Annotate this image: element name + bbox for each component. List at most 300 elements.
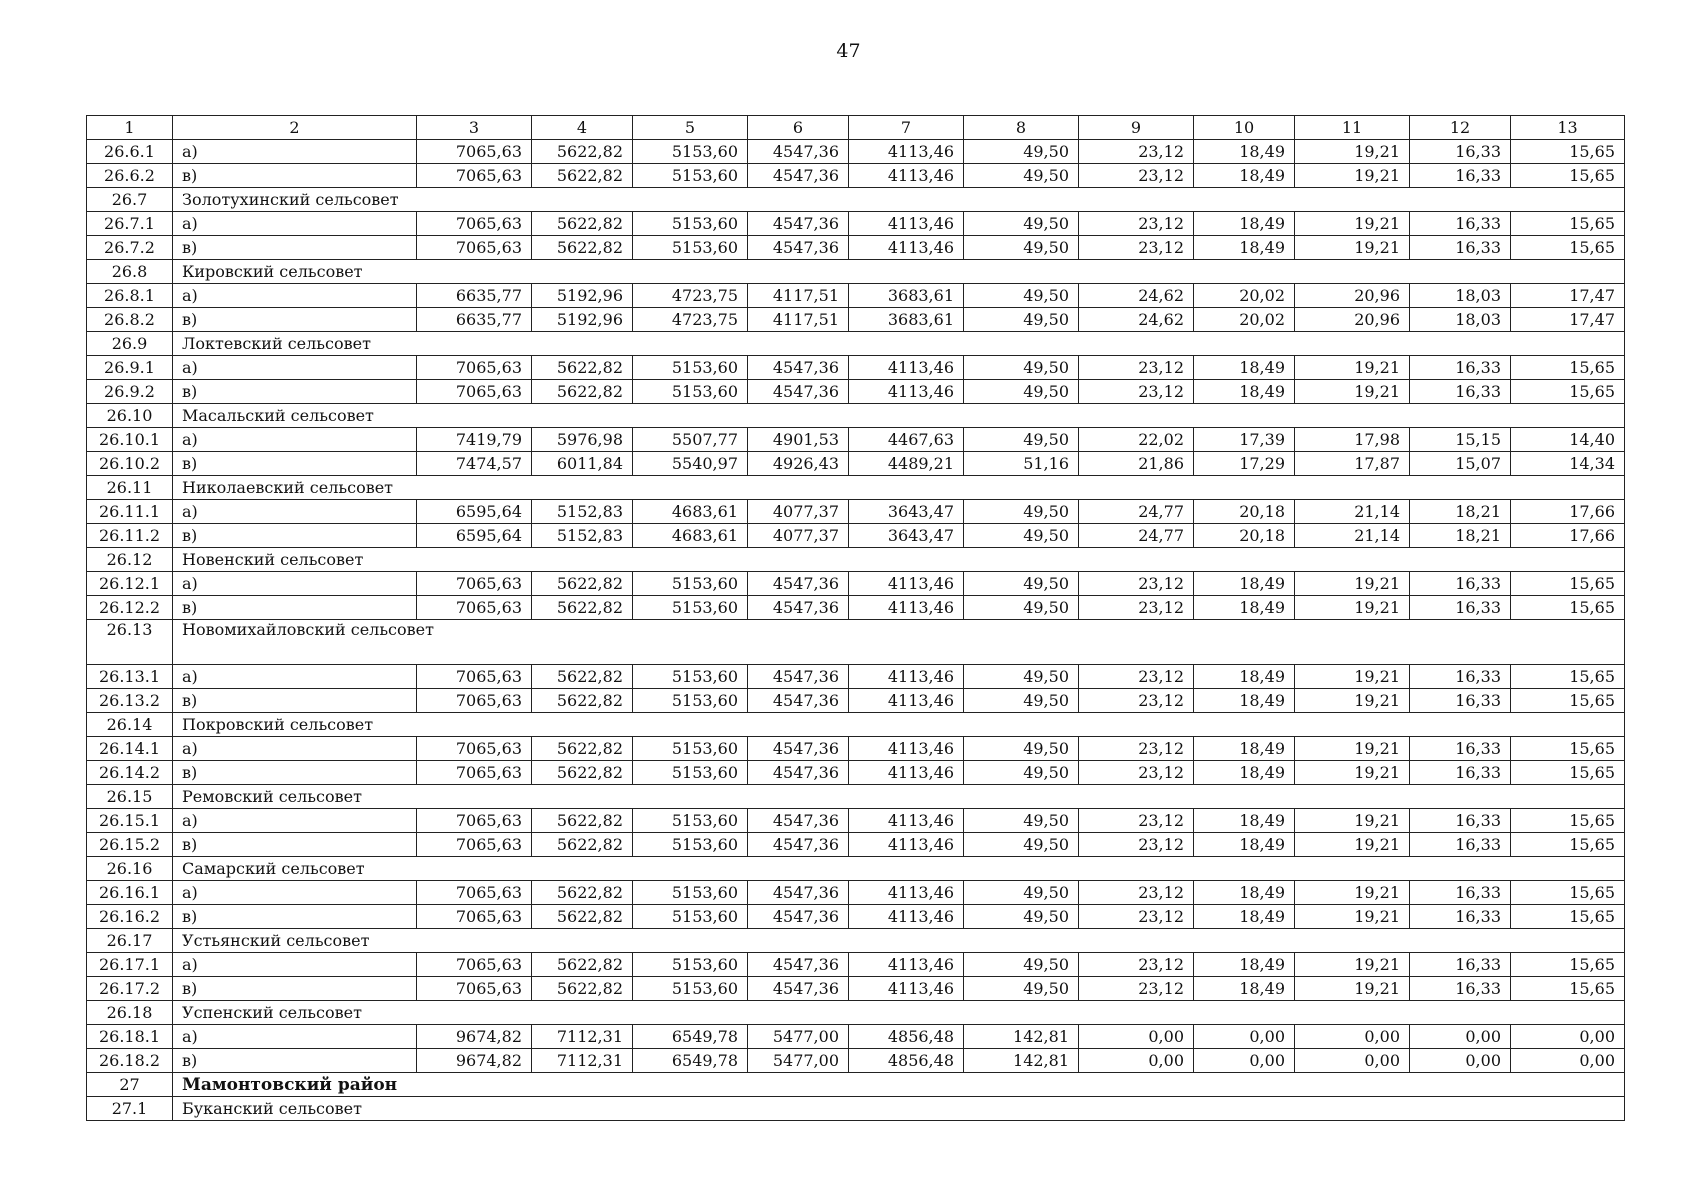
table-cell: а) (173, 737, 417, 761)
table-cell: 23,12 (1079, 236, 1194, 260)
table-cell: 16,33 (1410, 881, 1511, 905)
table-cell: 24,77 (1079, 524, 1194, 548)
table-cell: 5 (633, 116, 748, 140)
table-cell: 0,00 (1295, 1025, 1410, 1049)
table-cell: 18,03 (1410, 308, 1511, 332)
table-cell: 18,49 (1194, 881, 1295, 905)
table-cell: 6635,77 (417, 284, 532, 308)
table-cell: Кировский сельсовет (173, 260, 1625, 284)
table-cell: 6011,84 (532, 452, 633, 476)
table-cell: 4113,46 (849, 737, 964, 761)
table-cell: 18,49 (1194, 737, 1295, 761)
table-cell: 49,50 (964, 380, 1079, 404)
table-cell: 7065,63 (417, 140, 532, 164)
table-cell: 5153,60 (633, 977, 748, 1001)
table-cell: 26.7.2 (87, 236, 173, 260)
table-cell: 13 (1511, 116, 1625, 140)
table-cell: 24,62 (1079, 284, 1194, 308)
table-cell: 5192,96 (532, 308, 633, 332)
table-cell: 16,33 (1410, 572, 1511, 596)
table-cell: 26.7 (87, 188, 173, 212)
table-cell: 15,65 (1511, 212, 1625, 236)
table-cell: 4547,36 (748, 140, 849, 164)
table-cell: а) (173, 665, 417, 689)
table-cell: 23,12 (1079, 833, 1194, 857)
table-cell: 9674,82 (417, 1025, 532, 1049)
table-cell: 0,00 (1410, 1025, 1511, 1049)
table-cell: 23,12 (1079, 356, 1194, 380)
table-cell: 7065,63 (417, 905, 532, 929)
table-cell: Самарский сельсовет (173, 857, 1625, 881)
table-cell: 14,34 (1511, 452, 1625, 476)
table-cell: а) (173, 212, 417, 236)
table-cell: 5622,82 (532, 380, 633, 404)
table-cell: 26.16.2 (87, 905, 173, 929)
table-cell: в) (173, 1049, 417, 1073)
table-cell: 4113,46 (849, 881, 964, 905)
table-cell: 12 (1410, 116, 1511, 140)
table-cell: 18,49 (1194, 164, 1295, 188)
table-cell: 0,00 (1194, 1049, 1295, 1073)
table-cell: 26.18 (87, 1001, 173, 1025)
table-cell: 26.15.1 (87, 809, 173, 833)
table-row (87, 1049, 1625, 1073)
section-row (87, 1097, 1625, 1121)
table-cell: 19,21 (1295, 737, 1410, 761)
table-cell: 5153,60 (633, 356, 748, 380)
table-cell: 23,12 (1079, 665, 1194, 689)
table-cell: Локтевский сельсовет (173, 332, 1625, 356)
table-cell: 0,00 (1079, 1049, 1194, 1073)
table-cell: 21,86 (1079, 452, 1194, 476)
table-cell: 7065,63 (417, 380, 532, 404)
district-row (87, 1073, 1625, 1097)
table-cell: 4113,46 (849, 665, 964, 689)
table-cell: Успенский сельсовет (173, 1001, 1625, 1025)
section-row (87, 188, 1625, 212)
table-cell: 7065,63 (417, 737, 532, 761)
table-cell: 7065,63 (417, 809, 532, 833)
table-cell: 4113,46 (849, 953, 964, 977)
table-cell: 26.13.2 (87, 689, 173, 713)
table-row (87, 833, 1625, 857)
table-row (87, 953, 1625, 977)
table-cell: 5153,60 (633, 572, 748, 596)
table-cell: 5192,96 (532, 284, 633, 308)
table-cell: 15,65 (1511, 953, 1625, 977)
table-cell: 5152,83 (532, 524, 633, 548)
table-cell: а) (173, 572, 417, 596)
section-row (87, 476, 1625, 500)
table-cell: а) (173, 809, 417, 833)
table-cell: 18,49 (1194, 977, 1295, 1001)
table-cell: 5153,60 (633, 665, 748, 689)
table-cell: 26.9.2 (87, 380, 173, 404)
table-cell: 20,18 (1194, 500, 1295, 524)
table-cell: 18,49 (1194, 236, 1295, 260)
table-cell: 26.17 (87, 929, 173, 953)
table-cell: 5622,82 (532, 164, 633, 188)
table-cell: 4467,63 (849, 428, 964, 452)
table-cell: 26.11.1 (87, 500, 173, 524)
table-cell: 5153,60 (633, 689, 748, 713)
table-cell: 5153,60 (633, 833, 748, 857)
table-row (87, 977, 1625, 1001)
table-cell: 26.17.1 (87, 953, 173, 977)
table-cell: 26.9 (87, 332, 173, 356)
table-cell: в) (173, 761, 417, 785)
table-cell: 18,49 (1194, 689, 1295, 713)
table-cell: 15,15 (1410, 428, 1511, 452)
table-cell: 4077,37 (748, 524, 849, 548)
table-cell: 18,49 (1194, 596, 1295, 620)
table-cell: 16,33 (1410, 212, 1511, 236)
table-cell: 14,40 (1511, 428, 1625, 452)
table-cell: 6549,78 (633, 1049, 748, 1073)
table-cell: 19,21 (1295, 977, 1410, 1001)
table-cell: 4113,46 (849, 572, 964, 596)
table-cell: 10 (1194, 116, 1295, 140)
table-cell: 49,50 (964, 500, 1079, 524)
table-cell: 19,21 (1295, 596, 1410, 620)
table-cell: 20,02 (1194, 308, 1295, 332)
table-cell: 4113,46 (849, 236, 964, 260)
table-cell: 5622,82 (532, 140, 633, 164)
table-cell: 0,00 (1511, 1025, 1625, 1049)
table-cell: 18,21 (1410, 524, 1511, 548)
table-cell: 7065,63 (417, 356, 532, 380)
table-cell: 49,50 (964, 761, 1079, 785)
table-cell: Николаевский сельсовет (173, 476, 1625, 500)
table-cell: 26.12 (87, 548, 173, 572)
table-row (87, 164, 1625, 188)
table-cell: 0,00 (1194, 1025, 1295, 1049)
table-row (87, 356, 1625, 380)
table-cell: 4547,36 (748, 596, 849, 620)
section-row (87, 1001, 1625, 1025)
table-cell: в) (173, 977, 417, 1001)
table-row (87, 665, 1625, 689)
table-cell: 7065,63 (417, 665, 532, 689)
table-row (87, 140, 1625, 164)
table-cell: 4547,36 (748, 833, 849, 857)
table-cell: 4113,46 (849, 689, 964, 713)
table-cell: 21,14 (1295, 524, 1410, 548)
table-cell: 26.11.2 (87, 524, 173, 548)
table-cell: 15,65 (1511, 665, 1625, 689)
table-cell: 17,66 (1511, 524, 1625, 548)
table-cell: 26.17.2 (87, 977, 173, 1001)
table-cell: 19,21 (1295, 809, 1410, 833)
table-row (87, 500, 1625, 524)
table-cell: Мамонтовский район (173, 1073, 1625, 1097)
table-cell: 19,21 (1295, 572, 1410, 596)
table-cell: 4547,36 (748, 236, 849, 260)
table-cell: 49,50 (964, 665, 1079, 689)
table-cell: 49,50 (964, 356, 1079, 380)
table-cell: 7065,63 (417, 572, 532, 596)
table-cell: 17,66 (1511, 500, 1625, 524)
table-cell: в) (173, 164, 417, 188)
table-cell: 4547,36 (748, 356, 849, 380)
table-cell: а) (173, 140, 417, 164)
section-row (87, 713, 1625, 737)
table-cell: 23,12 (1079, 596, 1194, 620)
table-cell: 26.6.1 (87, 140, 173, 164)
page-number: 47 (836, 40, 861, 62)
table-cell: 15,65 (1511, 380, 1625, 404)
table-cell: а) (173, 881, 417, 905)
table-cell: 4547,36 (748, 737, 849, 761)
table-cell: 7065,63 (417, 881, 532, 905)
table-cell: 19,21 (1295, 689, 1410, 713)
table-cell: 3643,47 (849, 500, 964, 524)
table-cell: 16,33 (1410, 953, 1511, 977)
table-cell: 15,65 (1511, 164, 1625, 188)
table-cell: 18,49 (1194, 380, 1295, 404)
table-cell: 4547,36 (748, 977, 849, 1001)
table-cell: 4113,46 (849, 977, 964, 1001)
table-cell: 18,49 (1194, 356, 1295, 380)
table-cell: 18,49 (1194, 905, 1295, 929)
table-row (87, 212, 1625, 236)
table-row (87, 284, 1625, 308)
table-cell: 19,21 (1295, 380, 1410, 404)
table-cell: 5153,60 (633, 809, 748, 833)
table-cell: 19,21 (1295, 236, 1410, 260)
table-row (87, 380, 1625, 404)
table-cell: 18,49 (1194, 833, 1295, 857)
table-cell: 15,65 (1511, 809, 1625, 833)
table-cell: 3683,61 (849, 308, 964, 332)
table-cell: 5153,60 (633, 881, 748, 905)
table-cell: 16,33 (1410, 809, 1511, 833)
table-cell: в) (173, 833, 417, 857)
table-cell: 4113,46 (849, 380, 964, 404)
table-cell: 19,21 (1295, 356, 1410, 380)
table-cell: 19,21 (1295, 881, 1410, 905)
table-cell: 24,77 (1079, 500, 1194, 524)
table-cell: 4926,43 (748, 452, 849, 476)
table-cell: в) (173, 236, 417, 260)
table-cell: 0,00 (1079, 1025, 1194, 1049)
table-cell: 27.1 (87, 1097, 173, 1121)
table-cell: 26.9.1 (87, 356, 173, 380)
table-cell: 20,02 (1194, 284, 1295, 308)
table-cell: 5622,82 (532, 689, 633, 713)
table-cell: 16,33 (1410, 833, 1511, 857)
table-cell: 5153,60 (633, 164, 748, 188)
table-cell: 49,50 (964, 308, 1079, 332)
section-row (87, 785, 1625, 809)
table-cell: 15,65 (1511, 140, 1625, 164)
table-cell: 18,21 (1410, 500, 1511, 524)
table-cell: 26.8.2 (87, 308, 173, 332)
table-cell: 26.16 (87, 857, 173, 881)
table-cell: 11 (1295, 116, 1410, 140)
table-row (87, 905, 1625, 929)
table-cell: 16,33 (1410, 761, 1511, 785)
table-cell: 4117,51 (748, 308, 849, 332)
table-cell: в) (173, 308, 417, 332)
table-cell: 49,50 (964, 236, 1079, 260)
table-cell: 5153,60 (633, 380, 748, 404)
table-cell: 49,50 (964, 212, 1079, 236)
table-cell: 5622,82 (532, 665, 633, 689)
table-cell: 9674,82 (417, 1049, 532, 1073)
table-cell: 4113,46 (849, 905, 964, 929)
table-cell: 18,49 (1194, 953, 1295, 977)
table-cell: 23,12 (1079, 761, 1194, 785)
table-cell: 7065,63 (417, 164, 532, 188)
table-cell: 15,65 (1511, 356, 1625, 380)
table-cell: Покровский сельсовет (173, 713, 1625, 737)
table-cell: 5153,60 (633, 236, 748, 260)
table-cell: 4547,36 (748, 905, 849, 929)
table-cell: 16,33 (1410, 737, 1511, 761)
table-cell: 7112,31 (532, 1025, 633, 1049)
table-cell: 5153,60 (633, 596, 748, 620)
table-row (87, 1025, 1625, 1049)
table-cell: 16,33 (1410, 905, 1511, 929)
table-cell: 7065,63 (417, 596, 532, 620)
table-cell: 23,12 (1079, 809, 1194, 833)
table-cell: 27 (87, 1073, 173, 1097)
table-cell: 4113,46 (849, 164, 964, 188)
table-cell: Масальский сельсовет (173, 404, 1625, 428)
table-cell: 7065,63 (417, 953, 532, 977)
table-cell: 15,65 (1511, 905, 1625, 929)
table-cell: 142,81 (964, 1025, 1079, 1049)
table-cell: 5477,00 (748, 1049, 849, 1073)
table-cell: 49,50 (964, 809, 1079, 833)
table-cell: 4077,37 (748, 500, 849, 524)
table-cell: 21,14 (1295, 500, 1410, 524)
table-cell: 5153,60 (633, 212, 748, 236)
table-cell: 49,50 (964, 881, 1079, 905)
table-cell: 26.11 (87, 476, 173, 500)
section-row (87, 620, 1625, 665)
table-row (87, 572, 1625, 596)
table-cell: 7112,31 (532, 1049, 633, 1073)
table-cell: 4856,48 (849, 1049, 964, 1073)
table-cell: 4 (532, 116, 633, 140)
table-row (87, 524, 1625, 548)
table-cell: 49,50 (964, 596, 1079, 620)
table-cell: 26.18.1 (87, 1025, 173, 1049)
table-cell: 15,65 (1511, 881, 1625, 905)
table-cell: 19,21 (1295, 140, 1410, 164)
table-cell: 16,33 (1410, 596, 1511, 620)
table-cell: 5622,82 (532, 881, 633, 905)
table-cell: 19,21 (1295, 761, 1410, 785)
table-cell: 4547,36 (748, 809, 849, 833)
table-cell: 49,50 (964, 953, 1079, 977)
table-row (87, 809, 1625, 833)
section-row (87, 404, 1625, 428)
table-row (87, 881, 1625, 905)
table-cell: 7065,63 (417, 689, 532, 713)
table-cell: 4547,36 (748, 212, 849, 236)
table-cell: 17,47 (1511, 308, 1625, 332)
table-cell: 26.6.2 (87, 164, 173, 188)
table-cell: 4113,46 (849, 212, 964, 236)
table-cell: 49,50 (964, 140, 1079, 164)
table-cell: 26.10 (87, 404, 173, 428)
table-cell: 7065,63 (417, 977, 532, 1001)
table-cell: 4547,36 (748, 689, 849, 713)
table-cell: 20,96 (1295, 284, 1410, 308)
table-cell: Ремовский сельсовет (173, 785, 1625, 809)
table-cell: 16,33 (1410, 665, 1511, 689)
table-cell: 26.18.2 (87, 1049, 173, 1073)
table-cell: 26.14 (87, 713, 173, 737)
table-cell: 23,12 (1079, 977, 1194, 1001)
table-cell: 19,21 (1295, 212, 1410, 236)
table-cell: 26.14.2 (87, 761, 173, 785)
table-cell: 23,12 (1079, 164, 1194, 188)
table-cell: 4547,36 (748, 572, 849, 596)
table-cell: 4723,75 (633, 308, 748, 332)
table-cell: 16,33 (1410, 164, 1511, 188)
table-cell: 23,12 (1079, 140, 1194, 164)
table-cell: 5622,82 (532, 737, 633, 761)
table-cell: 26.8.1 (87, 284, 173, 308)
table-cell: 19,21 (1295, 833, 1410, 857)
table-cell: 49,50 (964, 284, 1079, 308)
table-cell: 16,33 (1410, 356, 1511, 380)
table-cell: 16,33 (1410, 236, 1511, 260)
table-cell: 5477,00 (748, 1025, 849, 1049)
table-row (87, 737, 1625, 761)
table-cell: 49,50 (964, 164, 1079, 188)
table-cell: 5622,82 (532, 356, 633, 380)
table-cell: 23,12 (1079, 689, 1194, 713)
table-row (87, 308, 1625, 332)
table-cell: 49,50 (964, 833, 1079, 857)
table-cell: а) (173, 284, 417, 308)
table-cell: 6595,64 (417, 500, 532, 524)
table-cell: 23,12 (1079, 737, 1194, 761)
table-cell: 4683,61 (633, 500, 748, 524)
table-cell: 23,12 (1079, 572, 1194, 596)
table-cell: 49,50 (964, 524, 1079, 548)
section-row (87, 548, 1625, 572)
table-cell: 3683,61 (849, 284, 964, 308)
table-cell: 17,47 (1511, 284, 1625, 308)
table-cell: 5153,60 (633, 737, 748, 761)
table-cell: 5622,82 (532, 809, 633, 833)
table-cell: 17,39 (1194, 428, 1295, 452)
table-cell: Буканский сельсовет (173, 1097, 1625, 1121)
table-row (87, 428, 1625, 452)
table-cell: 5622,82 (532, 236, 633, 260)
table-cell: 4547,36 (748, 953, 849, 977)
table-cell: 18,49 (1194, 665, 1295, 689)
table-cell: 49,50 (964, 428, 1079, 452)
table-cell: 4547,36 (748, 164, 849, 188)
table-cell: 1 (87, 116, 173, 140)
table-cell: 7065,63 (417, 212, 532, 236)
table-cell: 5507,77 (633, 428, 748, 452)
table-cell: 18,49 (1194, 212, 1295, 236)
table-cell: Золотухинский сельсовет (173, 188, 1625, 212)
table-row (87, 596, 1625, 620)
table-cell: 26.15 (87, 785, 173, 809)
table-cell: 7065,63 (417, 833, 532, 857)
table-cell: 26.15.2 (87, 833, 173, 857)
table-cell: 5622,82 (532, 761, 633, 785)
